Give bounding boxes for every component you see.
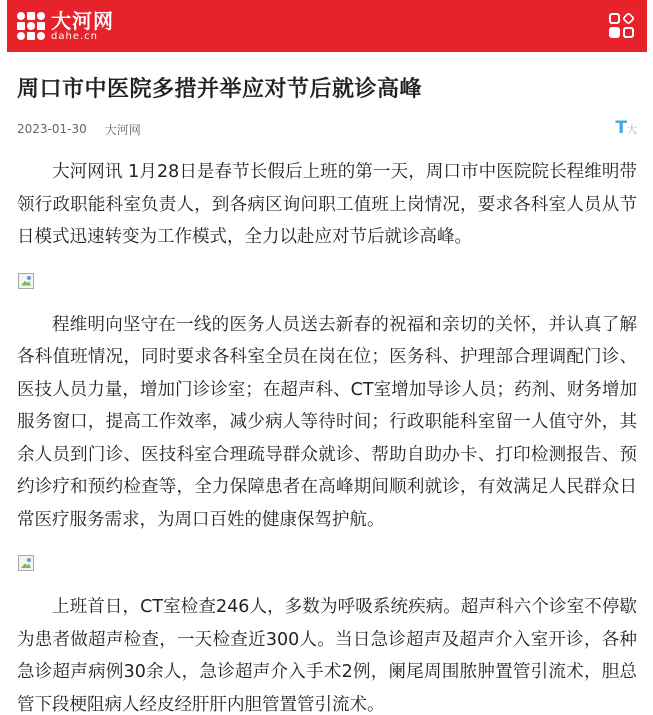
article-title: 周口市中医院多措并举应对节后就诊高峰 (17, 77, 423, 102)
article-body (17, 156, 637, 715)
apps-grid-icon[interactable] (609, 13, 635, 39)
font-size-toggle-icon[interactable] (615, 118, 637, 138)
article-source: 大河网 (104, 122, 141, 137)
font-toggle-sub: 大 (627, 125, 637, 136)
logo-domain: dahe.cn (51, 30, 98, 42)
site-logo[interactable] (17, 8, 114, 42)
publish-date: 2023-01-30 (17, 122, 87, 136)
logo-text (51, 8, 114, 42)
broken-image-icon (18, 273, 34, 289)
article-paragraph: 大河网讯 1月28日是春节长假后上班的第一天，周口市中医院院长程维明带领行政职能科室负责人，到各病区询问职工值班上岗情况，要求各科室人员从节日模式迅速转变为工作模式，全力以赴应对节后就诊高峰。 (17, 162, 637, 247)
broken-image-icon (18, 555, 34, 571)
article-meta (17, 120, 637, 138)
article-paragraph: 程维明向坚守在一线的医务人员送去新春的祝福和亲切的关怀，并认真了解各科值班情况，同时要求各科室全员在岗在位；医务科、护理部合理调配门诊、医技人员力量，增加门诊诊室；在超声科、CT室增加导诊人员；药剂、财务增加服务窗口，提高工作效率，减少病人等待时间；行政职能科室留一人值守外，其余人员到门诊、医技科室合理疏导群众就诊、帮助自助办卡、打印检测报告、预约诊疗和预约检查等，全力保障患者在高峰期间顺利就诊，有效满足人民群众日常医疗服务需求，为周口百姓的健康保驾护航。 (17, 314, 637, 530)
logo-name: 大河网 (51, 8, 114, 33)
font-toggle-label: T (615, 118, 627, 138)
site-header (7, 0, 647, 52)
article-paragraph: 上班首日，CT室检查246人，多数为呼吸系统疾病。超声科六个诊室不停歇为患者做超声检查，一天检查近300人。当日急诊超声及超声介入室开诊，各种急诊超声病例30余人，急诊超声介入手术2例，阑尾周围脓肿置管引流术，胆总管下段梗阻病人经皮经肝肝内胆管置管引流术。 (17, 597, 637, 715)
logo-dots-icon (17, 12, 47, 40)
